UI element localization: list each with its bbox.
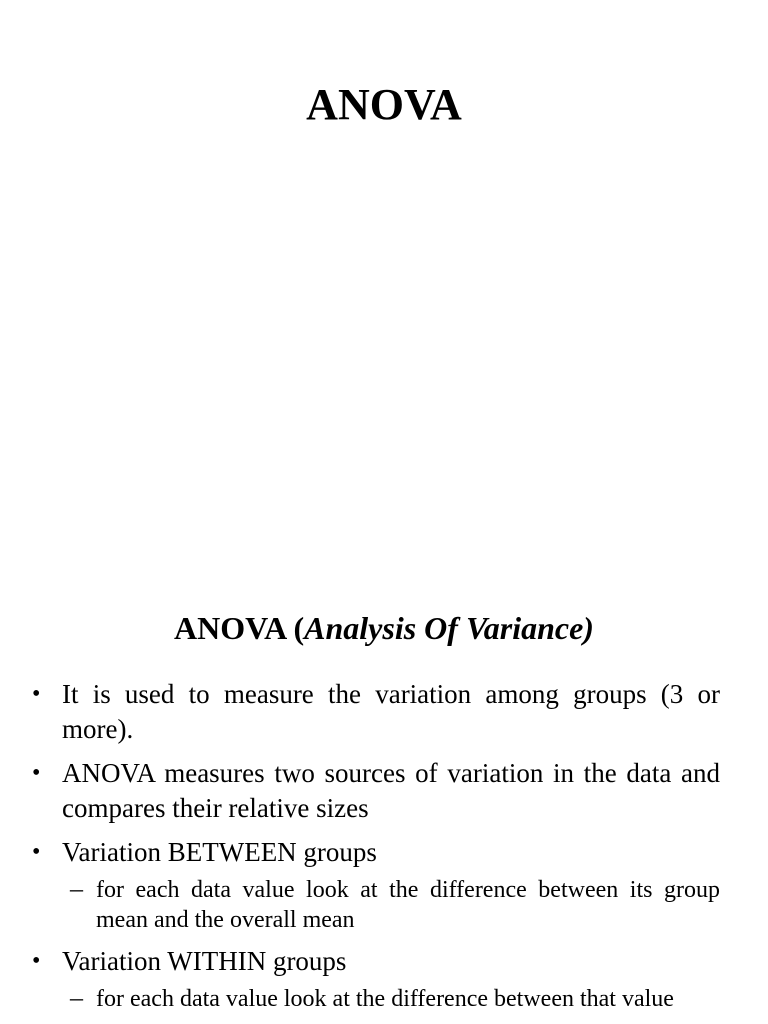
bullet-item [0,756,768,826]
bullet-item [0,835,768,870]
sub-bullet-text: for each data value look at the difference between its group mean and the overall mean [96,877,720,933]
bullet-item [0,944,768,979]
bullet-dot-icon: • [32,681,41,707]
sub-bullet-text: for each data value look at the difference between that value [96,986,674,1012]
section-heading [0,608,768,648]
bullet-text: Variation BETWEEN groups [62,837,377,867]
bullet-text: It is used to measure the variation among groups (3 or more). [62,679,720,744]
dash-icon: – [70,983,83,1012]
bullet-dot-icon: • [32,948,41,974]
heading-main: ANOVA ( [174,610,305,646]
bullet-text: Variation WITHIN groups [62,946,347,976]
heading-subtitle: Analysis Of Variance) [304,610,594,646]
bullet-dot-icon: • [32,839,41,865]
dash-icon: – [70,874,83,903]
sub-bullet-item [0,875,768,935]
bullet-list [0,677,768,1023]
bullet-dot-icon: • [32,760,41,786]
slide-title: ANOVA [306,80,462,129]
bullet-item [0,677,768,747]
bullet-text: ANOVA measures two sources of variation in the data and compares their relative sizes [62,758,720,823]
sub-bullet-item [0,984,768,1014]
